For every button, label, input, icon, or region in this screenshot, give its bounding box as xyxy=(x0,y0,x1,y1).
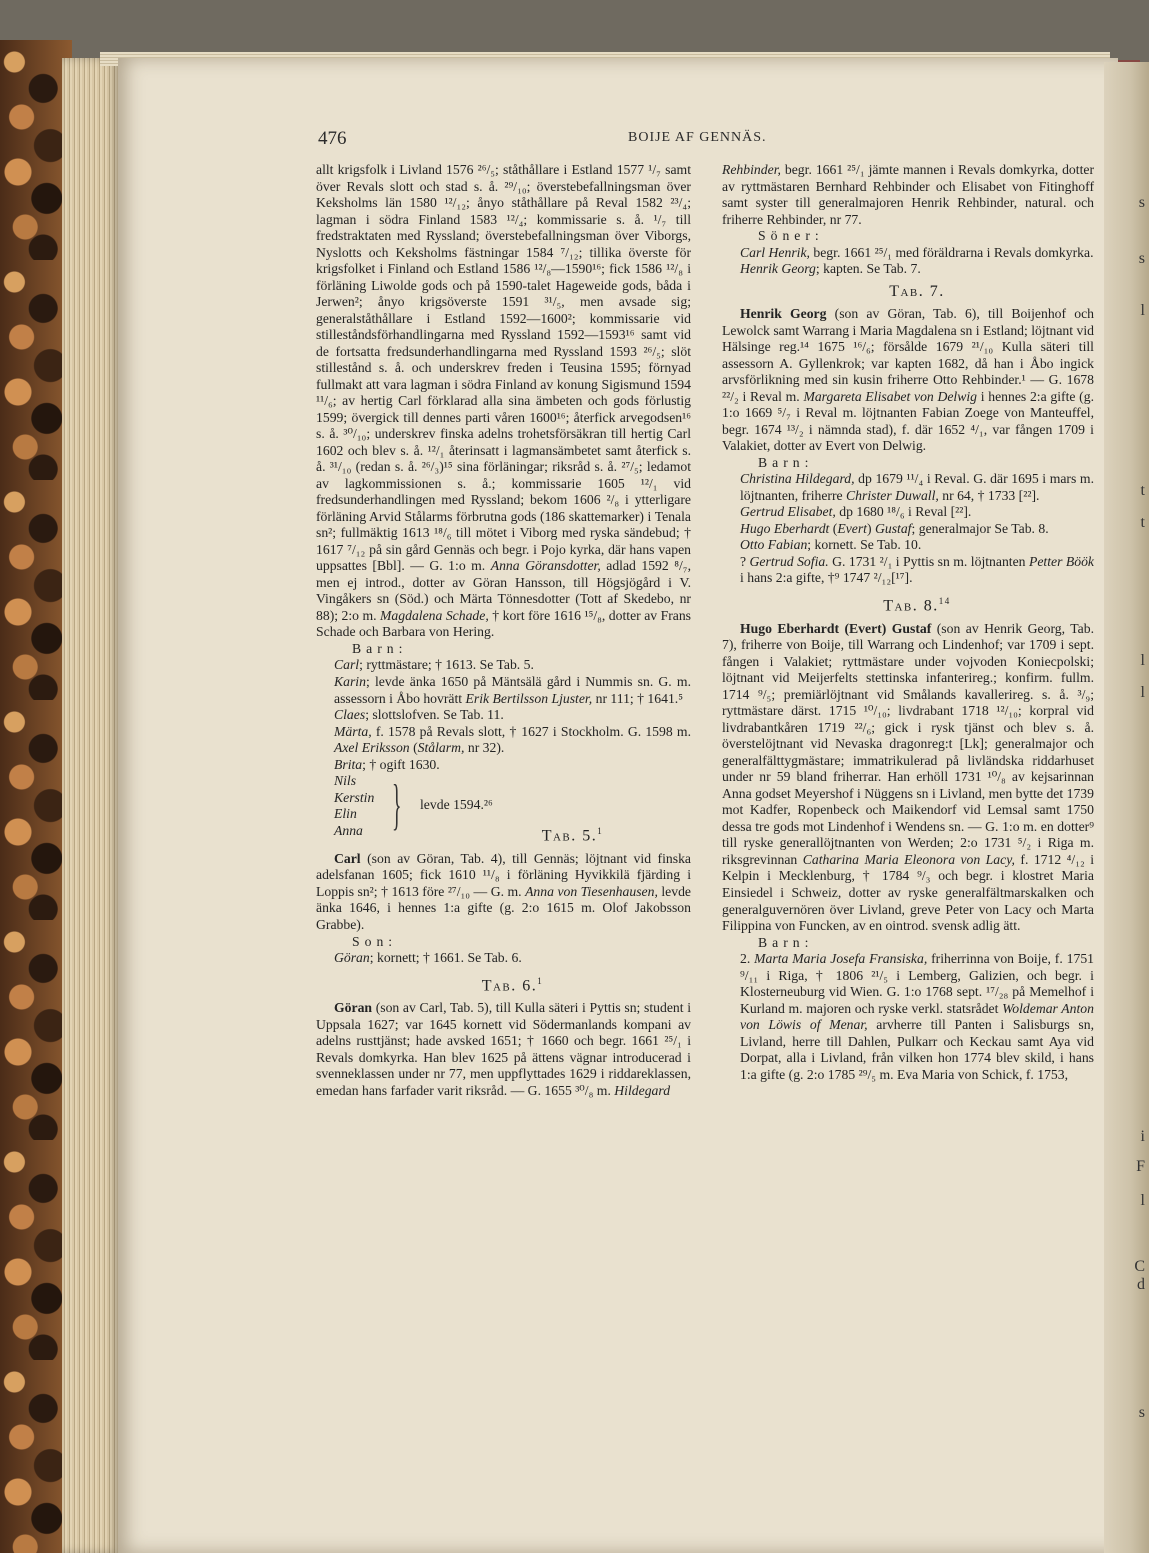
sibling-names: Nils Kerstin Elin Anna xyxy=(334,773,375,838)
child-entry: Märta, f. 1578 på Revals slott, † 1627 i Stockholm. G. 1598 m. Axel Eriksson (Stålarm, nr 32). xyxy=(334,723,691,756)
child-entry: Brita; † ogift 1630. xyxy=(334,756,440,772)
paragraph: Hugo Eberhardt (Evert) Gustaf (son av Henrik Georg, Tab. 7), friherre von Boije, till Warrang och Lindenhof; var 1709 i sept. fången i Valakiet; ryttmästare under vojvoden Koniecpolski; löjtnant vid Meijerfelts stettinska infanterireg.; konfirm. fullm. 1714 ⁹/₅; premiärlöjtnant vid Smålands kavallerireg. s. å. ³/₉; ryttmästare därst. 1715 ¹⁰/₁₀; livdrabant 1718 ¹²/₁₀; korpral vid livdrabantkåren 1719 ²²/₆; gick i rysk tjänst och blev s. å. överstelöjtnant vid Nevaska dragonreg:t [Lk]; generalmajor och generalfälttygmästare; immatrikulerad på livländska riddarhuset under nr 59 bland friherrar. Han erhöll 1731 ¹⁰/₈ av kejsarinnan Anna godset Meyershof i Nüggens sn i Livland, men bytte det 1739 mot Kadfer, Ropenbeck och Maikendorf vid Lemsal samt 1750 dessa tre gods mot Lindenhof i Wendens sn. — G. 1:o m. en dotter⁹ till ryske generallöjtnanten von Werden; 2:o 1731 ⁵/₂ i Riga m. riksgrevinnan Catharina Maria Eleonora von Lacy, f. 1712 ⁴/₁₂ i Kelpin i Mecklenburg, † 1784 ⁹/₃ och begr. i klostret Maria Einsiedel i Schweiz, dotter av ryske generalfältmarskalken och generalguvernören över Livland, greve Peter von Lacy och Marta Filippina von Funcken, av en ointrod. svensk adlig ätt. xyxy=(722,620,1095,934)
table-heading-8: Tab. 8.14 xyxy=(883,595,951,615)
right-column xyxy=(722,162,1094,1083)
child-entry: 2. Marta Maria Josefa Fransiska, friherrinna von Boije, f. 1751 ⁹/₁₁ i Riga, † 1806 ²¹/₅ i Lemberg, Galizien, och begr. i Klosterneuburg vid Wien. G. 1:o 1768 sept. ¹⁷/₂₈ på Memelhof i Kurland m. majoren och ryske verkl. statsrådet Woldemar Anton von Löwis of Menar, arvherre till Panten i Salisburgs sn, Livland, herre till Dahlen, Pulkarr och Keckau samt Aya vid Dorpat, alla i Livland, från vilken hon 1774 blev skild, i hans 1:a gifte (g. 2:o 1785 ²⁹/₅ m. Eva Maria von Schick, f. 1753, xyxy=(740,951,1095,1082)
section-label-barn: Barn: xyxy=(758,934,814,950)
child-entry: Karin; levde änka 1650 på Mäntsälä gård i Nummis sn. G. m. assessorn i Åbo hovrätt Erik Bertilsson Ljuster, nr 111; † 1641.⁵ xyxy=(334,673,691,706)
section-label-barn: Barn: xyxy=(758,454,814,470)
section-label-soner: Söner: xyxy=(758,228,824,244)
section-label-barn: Barn: xyxy=(352,640,408,656)
edge-fragment: s xyxy=(1138,194,1145,211)
edge-fragment: s xyxy=(1138,1404,1145,1421)
sibling-note: levde 1594.²⁶ xyxy=(420,797,493,813)
child-entry: Christina Hildegard, dp 1679 ¹¹/₄ i Reval. G. där 1695 i mars m. löjtnanten, friherre Christer Duwall, nr 64, † 1733 [²²]. xyxy=(740,471,1094,503)
running-header xyxy=(318,128,1102,152)
edge-fragment: t xyxy=(1140,482,1145,499)
edge-fragment: C xyxy=(1134,1258,1145,1275)
edge-fragment: l xyxy=(1140,652,1145,669)
child-entry: Carl Henrik, begr. 1661 ²⁵/₁ med föräldrarna i Revals domkyrka. xyxy=(740,244,1094,260)
child-entry: Henrik Georg; kapten. Se Tab. 7. xyxy=(740,261,921,277)
table-heading-7: Tab. 7. xyxy=(889,282,945,300)
edge-fragment: l xyxy=(1140,1192,1145,1209)
edge-fragment: i xyxy=(1140,1128,1145,1145)
facing-page-edge xyxy=(1104,62,1149,1553)
paragraph: Carl (son av Göran, Tab. 4), till Gennäs; löjtnant vid finska adelsfanan 1605; fick 1610 ¹¹/₈ i förläning Hyvikkilä fjärding i Loppis sn²; † 1613 före ²⁷/₁₀ — G. m. Anna von Tiesenhausen, levde änka 1646, i hennes 1:a gifte (g. 2:o 1615 m. Olof Jakobsson Grabbe). xyxy=(316,850,692,932)
left-column xyxy=(316,162,691,1099)
edge-fragment: F xyxy=(1136,1158,1145,1175)
paragraph: Henrik Georg (son av Göran, Tab. 6), till Boijenhof och Lewolck samt Warrang i Maria Magdalena sn i Estland; löjtnant vid Hälsinge reg.¹⁴ 1675 ¹⁶/₆; försålde 1679 ²¹/₁₀ Kulla säteri till assessorn A. Gyllenkrok; var kapten 1682, då han i Åbo ingick arvsförlikning med sin kusin friherre Otto Rehbinder.¹ — G. 1678 ²²/₂ i Reval m. Margareta Elisabet von Delwig i hennes 2:a gifte (g. 1:o 1669 ⁵/₇ i Reval m. löjtnanten Fabian Zoege von Manteuffel, begr. 1674 ¹³/₂ i nämnda stad), f. där 1652 ⁴/₁, var fången 1709 i Valakiet, dotter av Evert von Delwig. xyxy=(722,306,1095,454)
running-title: BOIJE AF GENNÄS. xyxy=(628,130,767,145)
table-heading-6: Tab. 6.$^1$ xyxy=(481,975,544,994)
sibling-group xyxy=(316,773,691,839)
child-entry: Claes; slottslofven. Se Tab. 11. xyxy=(334,707,504,723)
edge-fragment: s xyxy=(1138,250,1145,267)
paragraph: Rehbinder, begr. 1661 ²⁵/₁ jämte mannen i Revals domkyrka, dotter av ryttmästaren Bernhard Rehbinder och Elisabet von Fitinghoff samt syster till generalmajoren Henrik Rehbinder, natural. och friherre Rehbinder, nr 77. xyxy=(722,162,1095,227)
edge-fragment: l xyxy=(1140,302,1145,319)
child-entry: Gertrud Elisabet, dp 1680 ¹⁸/₆ i Reval [²²]. xyxy=(740,504,972,520)
section-label-son: Son: xyxy=(352,933,398,949)
child-entry: Göran; kornett; † 1661. Se Tab. 6. xyxy=(334,950,522,966)
child-entry: Hugo Eberhardt (Evert) Gustaf; generalmajor Se Tab. 8. xyxy=(740,520,1049,536)
child-entry: Carl; ryttmästare; † 1613. Se Tab. 5. xyxy=(334,657,534,673)
brace-icon: } xyxy=(392,774,402,837)
paragraph: allt krigsfolk i Livland 1576 ²⁶/₅; ståthållare i Estland 1577 ¹/₇ samt över Revals slott och stad s. å. ²⁹/₁₀; överstebefallningsman över Keksholms län 1580 ¹²/₁₂; ånyo ståthållare på Reval 1582 ²³/₄; lagman i södra Finland 1583 ¹²/₄; kommissarie s. å. ¹/₇ till fredstraktaten med Ryssland; överstebefallningsman över Viborgs, Nyslotts och Keksholms fästningar 1584 ⁷/₁₂; tillika överste för krigsfolket i Finland och Estland 1586 ¹²/₈—1590¹⁶; fick 1586 ¹²/₈ i förläning Liwolde gods och på 1590-talet Hageweide gods, båda i Jerwen²; ånyo krigsöverste 1591 ³¹/₅, men avsade sig; generalståthållare i Estland 1592—1600²; kommissarie vid stilleståndsförhandlingarna med Ryssland 1592—1593¹⁶ samt vid de fortsatta fredsunderhandlingarna med Ryssland 1593 ²⁶/₅; slöt stillestånd s. å. och underskrev freden i Teusina 1595; förnyad fullmakt att vara lagman i södra Finland av konung Sigismund 1594 ¹¹/₆; av hertig Carl förklarad alla sina ämbeten och gods förlustig 1599; övergick till dennes parti våren 1600¹⁶; återfick arvegodsen¹⁶ s. å. ³⁰/₁₀; underskrev finska adelns trohetsförsäkran till hertig Carl 1602 och blev s. å. ¹²/₁ återinsatt i lagmansämbetet samt återfick s. å. ³¹/₁₀ (redan s. å. ²⁶/₃)¹⁵ sina förläningar; riksråd s. å. ²⁷/₅; ledamot av lagkommissionen s. å.; kommissarie 1605 ¹²/₁ vid fredsunderhandlingen med Ryssland; bekom 1606 ²/₈ i ytterligare förläning Arvid Stålarms förbrutna gods (186 skattemarker) i Tenala sn²; fullmäktig 1613 ¹⁸/₆ till mötet i Viborg med ryska sändebud; † 1617 ⁷/₁₂ på sin gård Gennäs och begr. i Pojo kyrka, där hans vapen uppsattes [Bbl]. — G. 1:o m. Anna Göransdotter, adlad 1592 ⁸/₇, men ej introd., dotter av Göran Hansson, till Högsjögård i V. Vingåkers sn (Söd.) och Märta Tönnesdotter (Tott af Skedebo, nr 88); 2:o m. Magdalena Schade, † kort före 1616 ¹⁵/₈, dotter av Frans Schade och Barbara von Hering. xyxy=(316,162,692,640)
table-heading-5: Tab. 5.$^1$ xyxy=(541,826,604,845)
paragraph: Göran (son av Carl, Tab. 5), till Kulla säteri i Pyttis sn; student i Uppsala 1627; var 1645 kornett vid Södermanlands kompani av adelns rusttjänst; hade avsked 1651; † 1660 och begr. 1661 ²⁵/₁ i Revals domkyrka. Han blev 1625 på ättens vägnar introducerad i svenneklassen under nr 77, men uppflyttades 1629 i riddareklassen, emedan hans farfader varit riksråd. — G. 1655 ³⁰/₈ m. Hildegard xyxy=(316,1000,692,1098)
child-entry: ? Gertrud Sofia. G. 1731 ²/₁ i Pyttis sn m. löjtnanten Petter Böök i hans 2:a gifte, †⁹ 1747 ²/₁₂[¹⁷]. xyxy=(740,553,1094,586)
child-entry: Otto Fabian; kornett. Se Tab. 10. xyxy=(740,537,922,553)
edge-fragment: l xyxy=(1140,684,1145,701)
edge-fragment: t xyxy=(1140,514,1145,531)
edge-fragment: d xyxy=(1137,1276,1145,1293)
page-number: 476 xyxy=(318,128,347,149)
page-stack-edge xyxy=(62,58,120,1553)
